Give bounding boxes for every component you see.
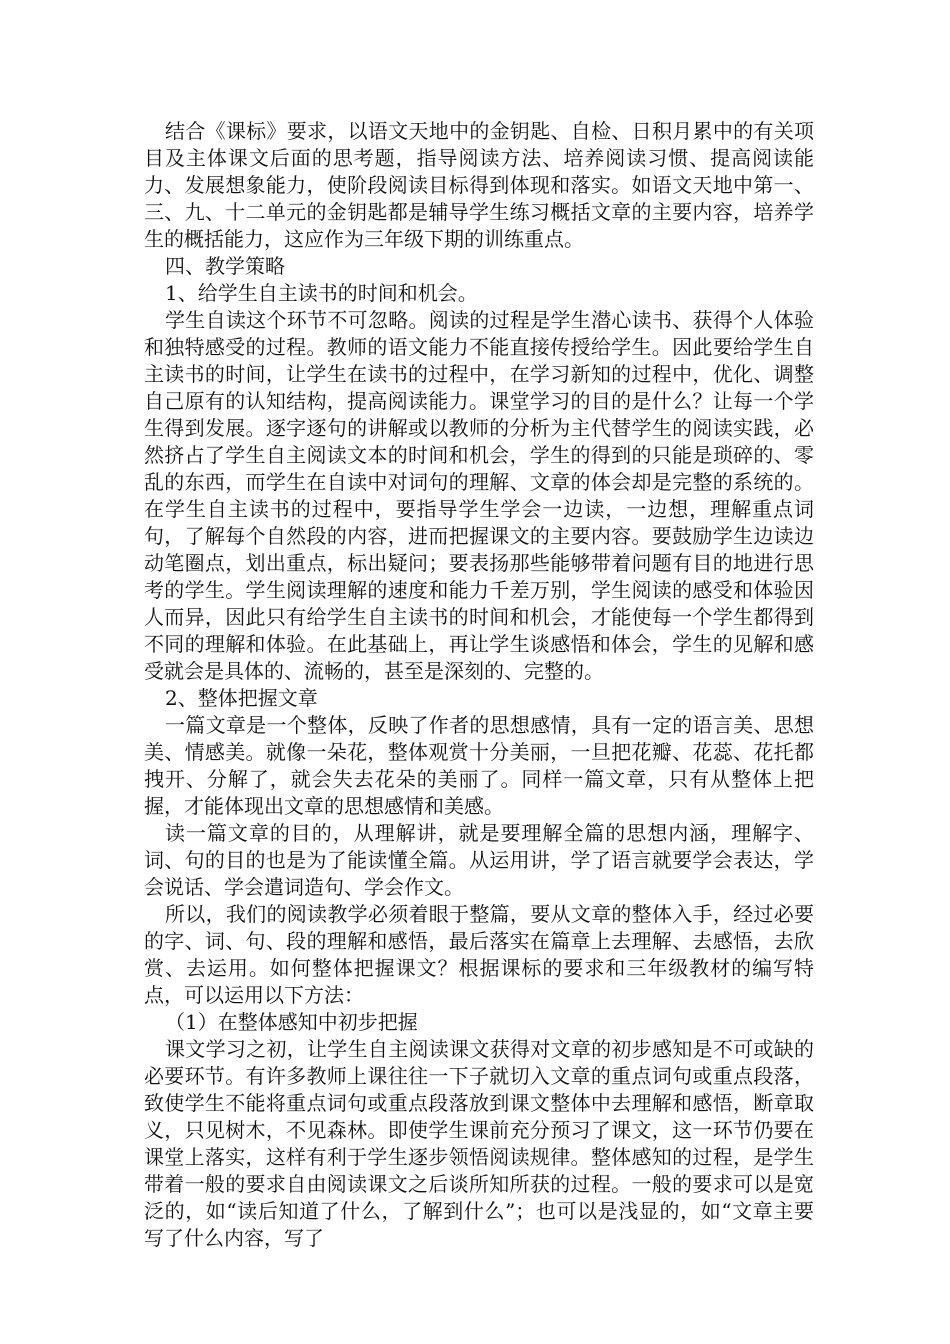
paragraph-self-reading: 学生自读这个环节不可忽略。阅读的过程是学生潜心读书、获得个人体验和独特感受的过程。教师的语文能力不能直接传授给学生。因此要给学生自主读书的时间，让学生在读书的过程中，在学习新知的过程中，优化、调整自己原有的认知结构，提高阅读能力。课堂学习的目的是什么？让每一个学生得到发展。逐字逐句的讲解或以教师的分析为主代替学生的阅读实践，必然挤占了学生自主阅读文本的时间和机会，学生的得到的只能是琐碎的、零乱的东西，而学生在自读中对词句的理解、文章的体会却是完整的系统的。在学生自主读书的过程中，要指导学生学会一边读，一边想，理解重点词句，了解每个自然段的内容，进而把握课文的主要内容。要鼓励学生边读边动笔圈点，划出重点，标出疑问；要表扬那些能够带着问题有目的地进行思考的学生。学生阅读理解的速度和能力千差万别，学生阅读的感受和体验因人而异，因此只有给学生自主读书的时间和机会，才能使每一个学生都得到不同的理解和体验。在此基础上，再让学生谈感悟和体会，学生的见解和感受就会是具体的、流畅的，甚至是深刻的、完整的。 <box>144 308 814 683</box>
paragraph-teaching-focus: 所以，我们的阅读教学必须着眼于整篇，要从文章的整体入手，经过必要的字、词、句、段的理解和感悟，最后落实在篇章上去理解、去感悟，去欣赏、去运用。如何整体把握课文？根据课标的要求和三年级教材的编写特点，可以运用以下方法： <box>144 902 814 1007</box>
paragraph-initial-perception: 课文学习之初，让学生自主阅读课文获得对文章的初步感知是不可或缺的必要环节。有许多教师上课往往一下子就切入文章的重点词句或重点段落，致使学生不能将重点词句或重点段落放到课文整体中去理解和感悟，断章取义，只见树木，不见森林。即使学生课前充分预习了课文，这一环节仍要在课堂上落实，这样有利于学生逐步领悟阅读规律。整体感知的过程，是学生带着一般的要求自由阅读课文之后谈所知所获的过程。一般的要求可以是宽泛的，如“读后知道了什么，了解到什么”；也可以是浅显的，如“文章主要写了什么内容，写了 <box>144 1037 814 1250</box>
paragraph-article-whole: 一篇文章是一个整体，反映了作者的思想感情，具有一定的语言美、思想美、情感美。就像一朵花，整体观赏十分美丽，一旦把花瓣、花蕊、花托都拽开、分解了，就会失去花朵的美丽了。同样一篇文章，只有从整体上把握，才能体现出文章的思想感情和美感。 <box>144 713 814 818</box>
subheading-reading-time: 1、给学生自主读书的时间和机会。 <box>165 281 478 305</box>
subheading-whole-grasp: 2、整体把握文章 <box>165 686 318 710</box>
document-body <box>144 118 814 1252</box>
section-heading-teaching-strategy: 四、教学策略 <box>165 254 285 278</box>
paragraph-reading-purpose: 读一篇文章的目的，从理解讲，就是要理解全篇的思想内涵，理解字、词、句的目的也是为了能读懂全篇。从运用讲，学了语言就要学会表达，学会说话、学会遣词造句、学会作文。 <box>144 821 814 899</box>
paragraph-curriculum-goals: 结合《课标》要求，以语文天地中的金钥匙、自检、日积月累中的有关项目及主体课文后面的思考题，指导阅读方法、培养阅读习惯、提高阅读能力、发展想象能力，使阶段阅读目标得到体现和落实。如语文天地中第一、三、九、十二单元的金钥匙都是辅导学生练习概括文章的主要内容，培养学生的概括能力，这应作为三年级下期的训练重点。 <box>144 119 814 251</box>
subheading-initial-perception: （1）在整体感知中初步把握 <box>165 1010 418 1034</box>
